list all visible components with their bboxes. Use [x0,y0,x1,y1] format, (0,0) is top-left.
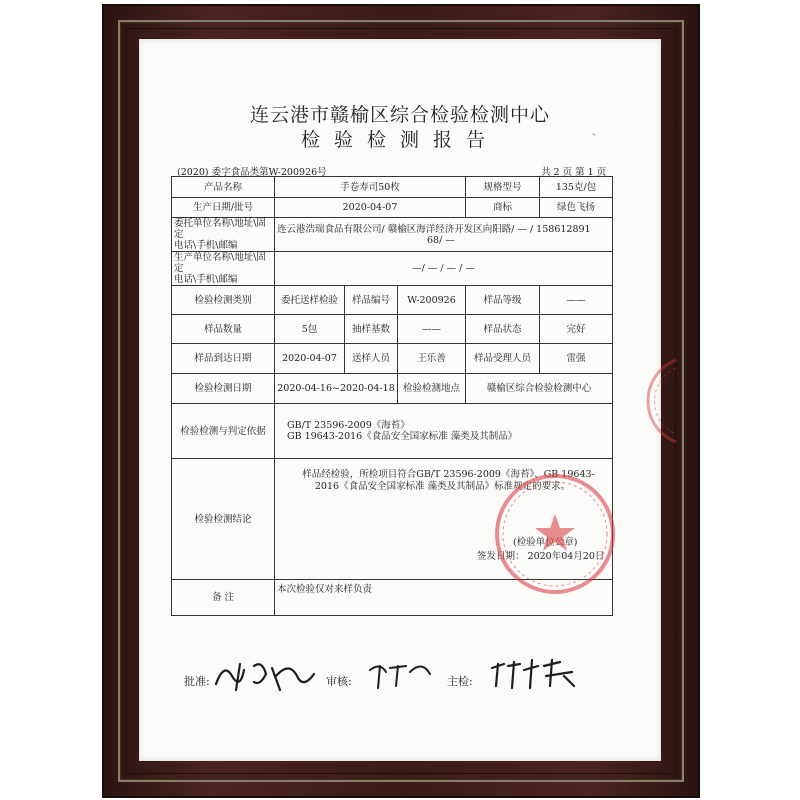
report-number: (2020) 委字食品类第W-200926号 [177,167,327,178]
client-value-line2: 68/ — [427,234,455,246]
base-label: 抽样基数 [345,315,398,344]
table-row [172,177,613,198]
conclusion-text: 样品经检验，所检项目符合GB/T 23596-2009《海苔》、GB 19643-2016《食品安全国家标准 藻类及其制品》标准规定的要求。 [302,469,595,492]
receiver-label: 样品受理人员 [466,344,540,374]
client-value-line1: 连云港浩瑞食品有限公司/ 赣榆区海洋经济开发区向阳路/ — / 158612891 [277,223,591,235]
model-label: 规格型号 [466,177,540,198]
state-label: 样品状态 [466,315,540,344]
table-row [172,252,613,286]
product-name: 手卷寿司50枚 [275,177,466,198]
qty-value: 5包 [275,315,345,344]
page-indicator: 共 2 页 第 1 页 [541,167,607,178]
official-seal-icon [491,470,619,598]
maker-value: —/ — / — / — [275,252,613,286]
maker-label-line1: 生产单位名称\地址\固定 [174,252,266,274]
sender-value: 王乐善 [398,344,466,374]
brand-value: 绿色飞扬 [540,198,613,218]
product-name-label: 产品名称 [172,177,275,198]
grade-value: —— [540,286,613,315]
prod-date-label: 生产日期/批号 [172,198,275,218]
report-title: 检验检测报告 [300,129,499,151]
partial-seal-icon [618,356,678,446]
qty-label: 样品数量 [172,315,275,344]
remark-value: 本次检验仅对来样负责 [275,580,613,616]
client-label-line2: 电话\手机\邮编 [174,240,238,251]
table-row [172,218,613,252]
client-label [172,218,275,252]
maker-label [172,252,275,286]
approve-label: 批准: [184,675,210,688]
org-title: 连云港市赣榆区综合检验检测中心 [249,104,550,126]
receiver-value: 雷强 [540,344,613,374]
state-value: 完好 [540,315,613,344]
basis-line1: GB/T 23596-2009《海苔》 [287,420,410,431]
prod-date: 2020-04-07 [275,198,466,218]
review-label: 审核: [326,675,352,688]
table-row [172,374,613,404]
sample-no-label: 样品编号 [345,286,398,315]
brand-label: 商标 [466,198,540,218]
type-label: 检验检测类别 [172,286,275,315]
table-row [172,286,613,315]
model-value: 135克/包 [540,177,613,198]
grade-label: 样品等级 [466,286,540,315]
inspect-label: 主检: [447,675,473,688]
basis-value [275,404,613,459]
remark-label: 备 注 [172,580,275,616]
test-date-label: 检验检测日期 [172,374,275,404]
table-row [172,344,613,374]
inspect-signature [486,652,582,692]
table-row [172,404,613,459]
sender-label: 送样人员 [345,344,398,374]
conclusion-date: 签发日期： 2020年04月20日 [477,551,605,562]
basis-label: 检验检测与判定依据 [172,404,275,459]
approve-signature [210,656,320,696]
arrive-value: 2020-04-07 [275,344,345,374]
type-value: 委托送样检验 [275,286,345,315]
arrive-label: 样品到达日期 [172,344,275,374]
conclusion-label: 检验检测结论 [172,459,275,580]
basis-line2: GB 19643-2016《食品安全国家标准 藻类及其制品》 [287,431,518,442]
sample-no: W-200926 [398,286,466,315]
base-value: —— [398,315,466,344]
place-label: 检验检测地点 [398,374,466,404]
review-signature [366,658,436,692]
client-label-line1: 委托单位名称\地址\固定 [174,218,266,240]
place-value: 赣榆区综合检验检测中心 [466,374,613,404]
test-date: 2020-04-16~2020-04-18 [275,374,398,404]
table-row [172,198,613,218]
conclusion-unit: (检验单位公章) [513,537,578,548]
table-row [172,315,613,344]
client-value [275,218,613,252]
maker-label-line2: 电话\手机\邮编 [174,274,238,285]
